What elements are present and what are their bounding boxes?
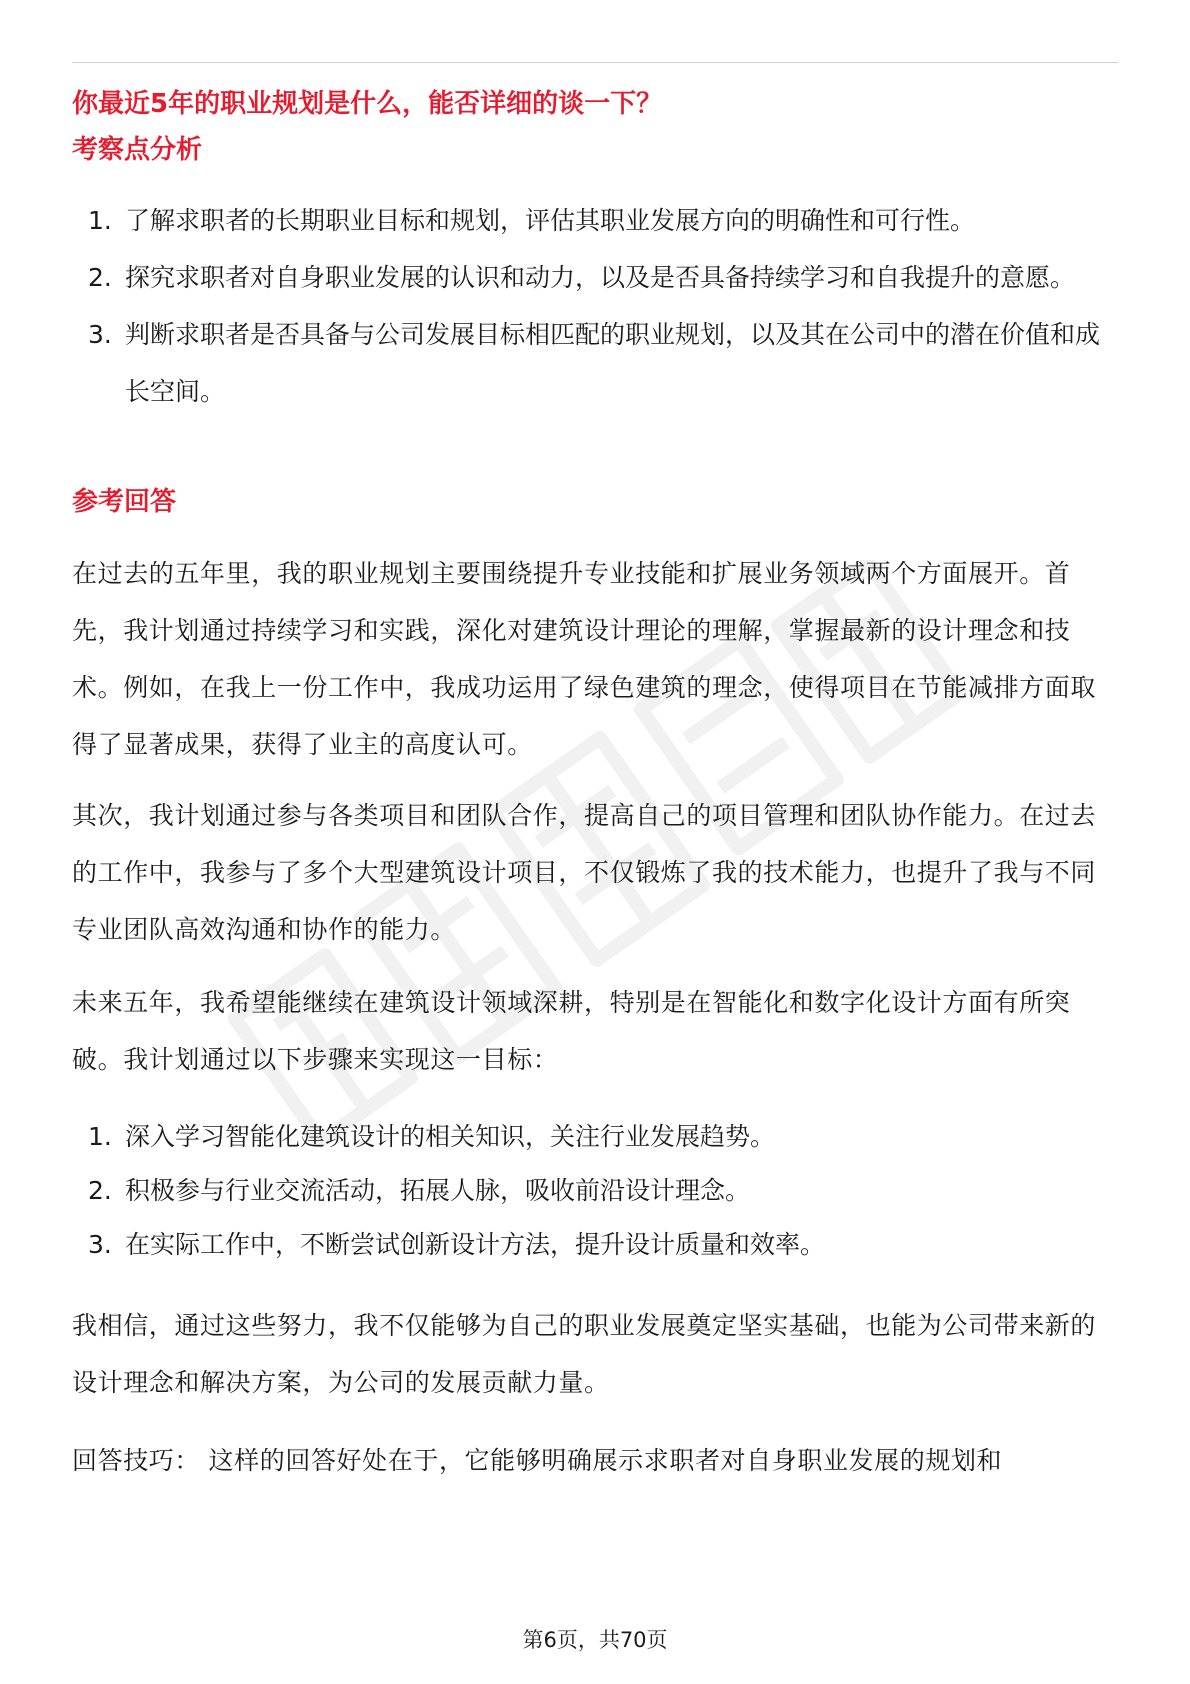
- answer-tip: 回答技巧： 这样的回答好处在于，它能够明确展示求职者对自身职业发展的规划和: [72, 1446, 1003, 1475]
- list-number: 2.: [88, 263, 112, 292]
- list-item: [72, 1218, 1118, 1272]
- list-item: [72, 249, 1118, 306]
- list-text: 了解求职者的长期职业目标和规划，评估其职业发展方向的明确性和可行性。: [125, 206, 976, 235]
- list-number: 3.: [88, 1230, 112, 1259]
- answer-paragraph-2: 其次，我计划通过参与各类项目和团队合作，提高自己的项目管理和团队协作能力。在过去的工作中，我参与了多个大型建筑设计项目，不仅锻炼了我的技术能力，也提升了我与不同专业团队高效沟通和协作的能力。: [72, 801, 1097, 944]
- list-item: [72, 306, 1118, 420]
- list-item: [72, 1110, 1118, 1164]
- question-title: 你最近5年的职业规划是什么，能否详细的谈一下？: [72, 89, 663, 119]
- list-number: 2.: [88, 1176, 112, 1205]
- analysis-heading: 考察点分析: [72, 135, 203, 165]
- answer-paragraph-4: 我相信，通过这些努力，我不仅能够为自己的职业发展奠定坚实基础，也能为公司带来新的设计理念和解决方案，为公司的发展贡献力量。: [72, 1311, 1097, 1397]
- list-text: 探究求职者对自身职业发展的认识和动力，以及是否具备持续学习和自我提升的意愿。: [125, 263, 1076, 292]
- answer-paragraph-1: 在过去的五年里，我的职业规划主要围绕提升专业技能和扩展业务领域两个方面展开。首先，我计划通过持续学习和实践，深化对建筑设计理论的理解，掌握最新的设计理念和技术。例如，在我上一份工作中，我成功运用了绿色建筑的理念，使得项目在节能减排方面取得了显著成果，获得了业主的高度认可。: [72, 559, 1097, 759]
- list-item: [72, 1164, 1118, 1218]
- answer-paragraph-3: 未来五年，我希望能继续在建筑设计领域深耕，特别是在智能化和数字化设计方面有所突破。我计划通过以下步骤来实现这一目标：: [72, 988, 1071, 1074]
- answer-heading: 参考回答: [72, 487, 177, 517]
- list-item: [72, 192, 1118, 249]
- steps-list: [72, 1110, 1118, 1272]
- list-number: 1.: [88, 206, 112, 235]
- list-text: 深入学习智能化建筑设计的相关知识，关注行业发展趋势。: [125, 1122, 776, 1151]
- analysis-list: [72, 192, 1118, 420]
- page-footer: 第6页，共70页: [522, 1628, 668, 1652]
- list-number: 3.: [88, 320, 112, 349]
- list-text: 判断求职者是否具备与公司发展目标相匹配的职业规划，以及其在公司中的潜在价值和成长空间。: [125, 320, 1101, 406]
- list-text: 在实际工作中，不断尝试创新设计方法，提升设计质量和效率。: [125, 1230, 826, 1259]
- list-number: 1.: [88, 1122, 112, 1151]
- top-divider: [72, 62, 1118, 63]
- list-text: 积极参与行业交流活动，拓展人脉，吸收前沿设计理念。: [125, 1176, 751, 1205]
